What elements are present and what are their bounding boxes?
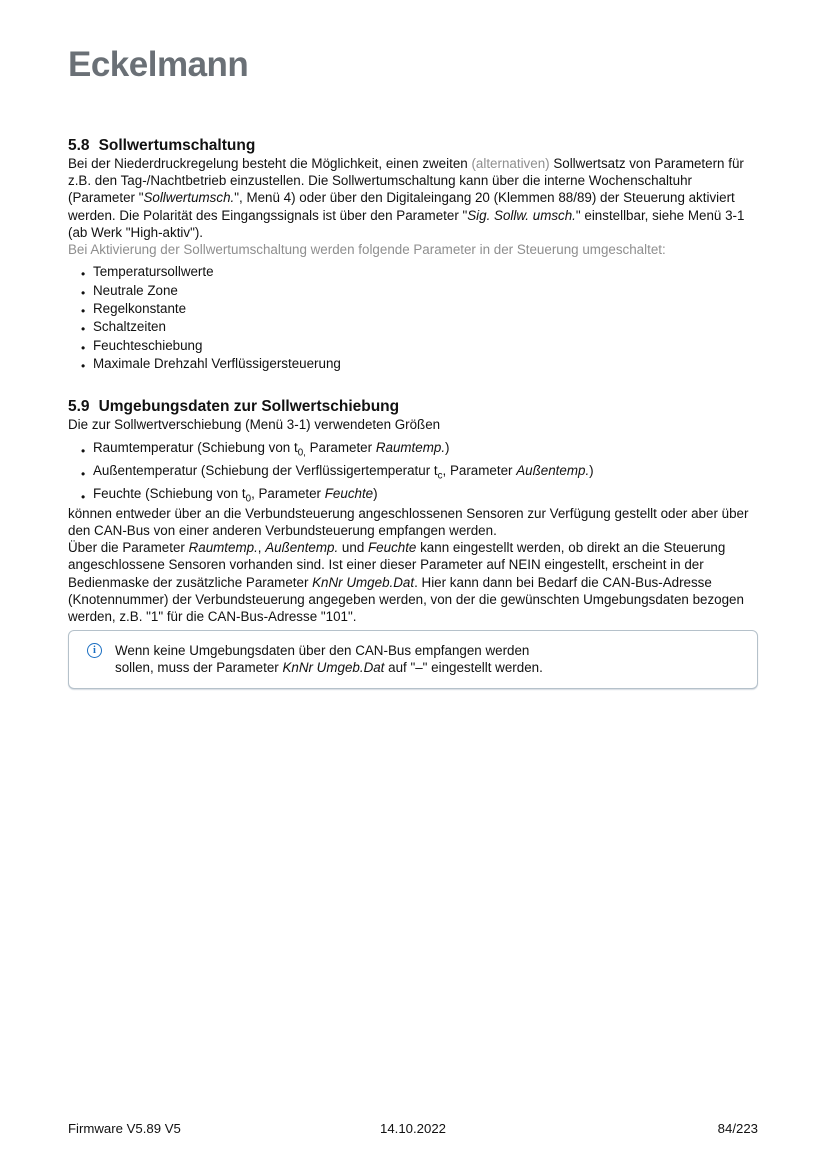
paragraph-can-bus: können entweder über an die Verbundsteuerung angeschlossenen Sensoren zur Verfügung gestellt oder aber über den CAN-Bus von einer anderen Verbundsteuerung empfangen werden.	[68, 505, 749, 539]
text-segment: ,	[257, 540, 266, 556]
info-icon: i	[87, 643, 102, 658]
text-segment: Über die Parameter	[68, 540, 189, 556]
text-segment: )	[589, 462, 594, 478]
paragraph-sollwertsatz	[68, 155, 758, 241]
text-segment: (alternativen)	[471, 156, 550, 171]
list-item: • Maximale Drehzahl Verflüssigersteuerung	[81, 355, 758, 373]
list-item: • Temperatursollwerte	[81, 263, 758, 281]
text-segment: und	[338, 540, 368, 556]
section-title: Umgebungsdaten zur Sollwertschiebung	[98, 397, 400, 415]
text-segment: KnNr Umgeb.Dat	[312, 574, 415, 590]
text-segment: kann eingestellt werden, ob direkt an die Steuerung angeschlossene Sensoren vorhanden sind. Ist einer dieser Parameter auf NEIN eingestellt, erscheint in der Bedienmaske der zusätzliche Parameter	[68, 540, 726, 590]
text-segment: Bei der Niederdruckregelung besteht die Möglichkeit, einen zweiten	[68, 156, 472, 171]
list-item: • Schaltzeiten	[81, 318, 758, 336]
text-segment: )	[373, 485, 378, 501]
text-segment: . Hier kann dann bei Bedarf die CAN-Bus-Adresse (Knotennummer) der Verbundsteuerung angegeben werden, von der die gewünschten Umgebungsdaten bezogen werden, z.B. "1" für die CAN-Bus-Adresse "101".	[68, 574, 744, 625]
footer-page-number: 84/223	[717, 1121, 758, 1136]
list-item: • Feuchteschiebung	[81, 337, 758, 355]
list-item: • Neutrale Zone	[81, 282, 758, 300]
text-segment: , Parameter	[442, 462, 517, 478]
text-segment: Parameter	[305, 439, 376, 455]
text-segment: Feuchte	[368, 540, 417, 556]
list-item	[81, 436, 758, 459]
section-sollwertumschaltung	[68, 137, 758, 374]
section-umgebungsdaten	[68, 398, 758, 689]
company-logo: Eckelmann	[68, 45, 249, 84]
text-segment: Raumtemp.	[188, 540, 258, 556]
text-segment: Sollwertsatz von Parametern für z.B. den Tag-/Nachtbetrieb einzustellen. Die Sollwertumschaltung kann über die interne Wochenschaltuhr (Parameter "	[68, 156, 744, 206]
text-segment: auf "–" eingestellt werden.	[384, 660, 543, 676]
page-footer	[68, 1121, 758, 1137]
text-segment: Sollwertumsch.	[143, 190, 235, 206]
info-note-text	[115, 642, 547, 676]
switched-parameters-list	[68, 263, 758, 373]
text-segment: 0,	[297, 447, 306, 459]
text-segment: Außentemperatur (Schiebung der Verflüssigertemperatur t	[93, 462, 438, 478]
footer-firmware-version: Firmware V5.89 V5	[68, 1121, 181, 1136]
info-note	[68, 630, 758, 688]
section-heading-5-8	[68, 137, 758, 155]
page-content	[68, 0, 758, 689]
text-segment: ", Menü 4) oder über den Digitaleingang 20 (Klemmen 88/89) der Steuerung aktiviert werden. Die Polarität des Eingangssignals ist über den Parameter "	[68, 190, 735, 223]
section-title: Sollwertumschaltung	[98, 137, 256, 154]
text-segment: Sig. Sollw. umsch.	[467, 207, 576, 223]
text-segment: 0	[245, 493, 252, 505]
list-item	[81, 482, 758, 505]
section-heading-5-9	[68, 398, 758, 416]
text-segment: , Parameter	[251, 485, 325, 501]
list-item	[81, 459, 758, 482]
text-segment: KnNr Umgeb.Dat	[282, 660, 385, 676]
shift-sources-list	[68, 436, 758, 505]
list-item: • Regelkonstante	[81, 300, 758, 318]
text-segment: Feuchte (Schiebung von t	[93, 485, 246, 501]
paragraph-activation-note: Bei Aktivierung der Sollwertumschaltung werden folgende Parameter in der Steuerung umgeschaltet:	[68, 242, 666, 258]
paragraph-groessen-intro: Die zur Sollwertverschiebung (Menü 3-1) verwendeten Größen	[68, 416, 441, 432]
text-segment: Außentemp.	[265, 540, 339, 556]
section-number: 5.8	[68, 137, 90, 154]
text-segment: Raumtemp.	[375, 439, 446, 455]
section-number: 5.9	[68, 397, 90, 415]
footer-date: 14.10.2022	[379, 1121, 446, 1136]
text-segment: Raumtemperatur (Schiebung von t	[93, 439, 298, 455]
text-segment: Feuchte	[324, 485, 374, 501]
text-segment: Wenn keine Umgebungsdaten über den CAN-Bus empfangen werden sollen, muss der Parameter	[115, 643, 530, 676]
text-segment: " einstellbar, siehe Menü 3-1 (ab Werk "High-aktiv").	[68, 207, 745, 240]
text-segment: c	[437, 470, 443, 482]
paragraph-parameter-config	[68, 539, 758, 625]
text-segment: )	[445, 439, 450, 455]
text-segment: Außentemp.	[516, 462, 590, 478]
